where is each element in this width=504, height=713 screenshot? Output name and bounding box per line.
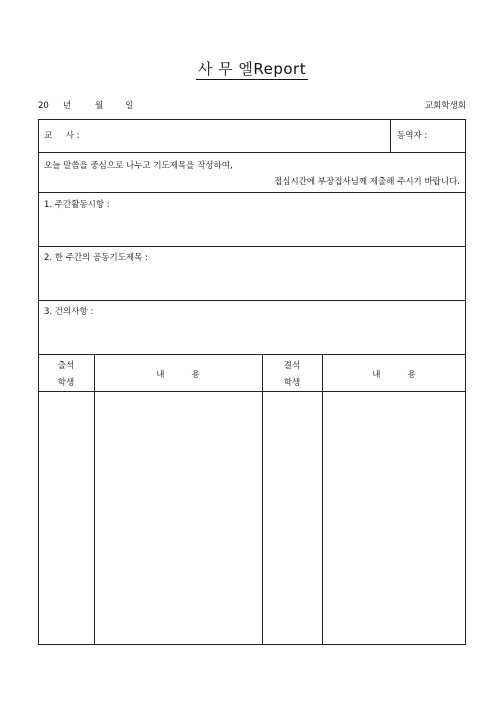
attend-header-1: 출석 bbox=[57, 361, 75, 371]
date-year: 20 bbox=[38, 101, 49, 111]
divider-4 bbox=[38, 300, 466, 301]
divider-5 bbox=[38, 354, 466, 355]
table-header-divider bbox=[38, 391, 466, 392]
content-header-1: 내 용 bbox=[156, 370, 200, 380]
date-line bbox=[38, 99, 147, 111]
page-title bbox=[0, 58, 504, 79]
absent-header-2: 학생 bbox=[283, 378, 301, 388]
date-day-unit: 일 bbox=[125, 101, 134, 111]
date-year-unit: 년 bbox=[62, 101, 72, 111]
helper-label: 동역자 : bbox=[397, 131, 428, 141]
content-header-2: 내 용 bbox=[372, 370, 416, 380]
teacher-label: 교 사 : bbox=[44, 131, 80, 141]
absent-header-1: 결석 bbox=[283, 361, 301, 371]
divider-2 bbox=[38, 192, 466, 193]
date-month-unit: 월 bbox=[95, 101, 104, 111]
table-col-line-1 bbox=[94, 354, 95, 645]
attend-header-2: 학생 bbox=[57, 378, 75, 388]
section-suggestions: 3. 건의사항 : bbox=[44, 307, 94, 317]
divider-3 bbox=[38, 246, 466, 247]
section-prayer-topics: 2. 한 주간의 공동기도제목 : bbox=[44, 253, 148, 263]
instruction-line-2: 접심시간에 부장집사님께 제출해 주시기 바랍니다. bbox=[274, 177, 460, 187]
section-weekly-activity: 1. 주간활동시항 : bbox=[44, 200, 110, 210]
divider-1 bbox=[38, 152, 466, 153]
instruction-line-1: 오늘 말씀을 중심으로 나누고 기도제목을 작성하여, bbox=[44, 161, 233, 171]
table-col-line-2 bbox=[262, 354, 263, 645]
meta-row bbox=[38, 99, 466, 113]
organization-name: 교회학생회 bbox=[424, 101, 466, 111]
table-col-line-3 bbox=[322, 354, 323, 645]
title-text: 사 무 엘Report bbox=[197, 60, 307, 78]
teacher-helper-divider bbox=[390, 119, 391, 152]
